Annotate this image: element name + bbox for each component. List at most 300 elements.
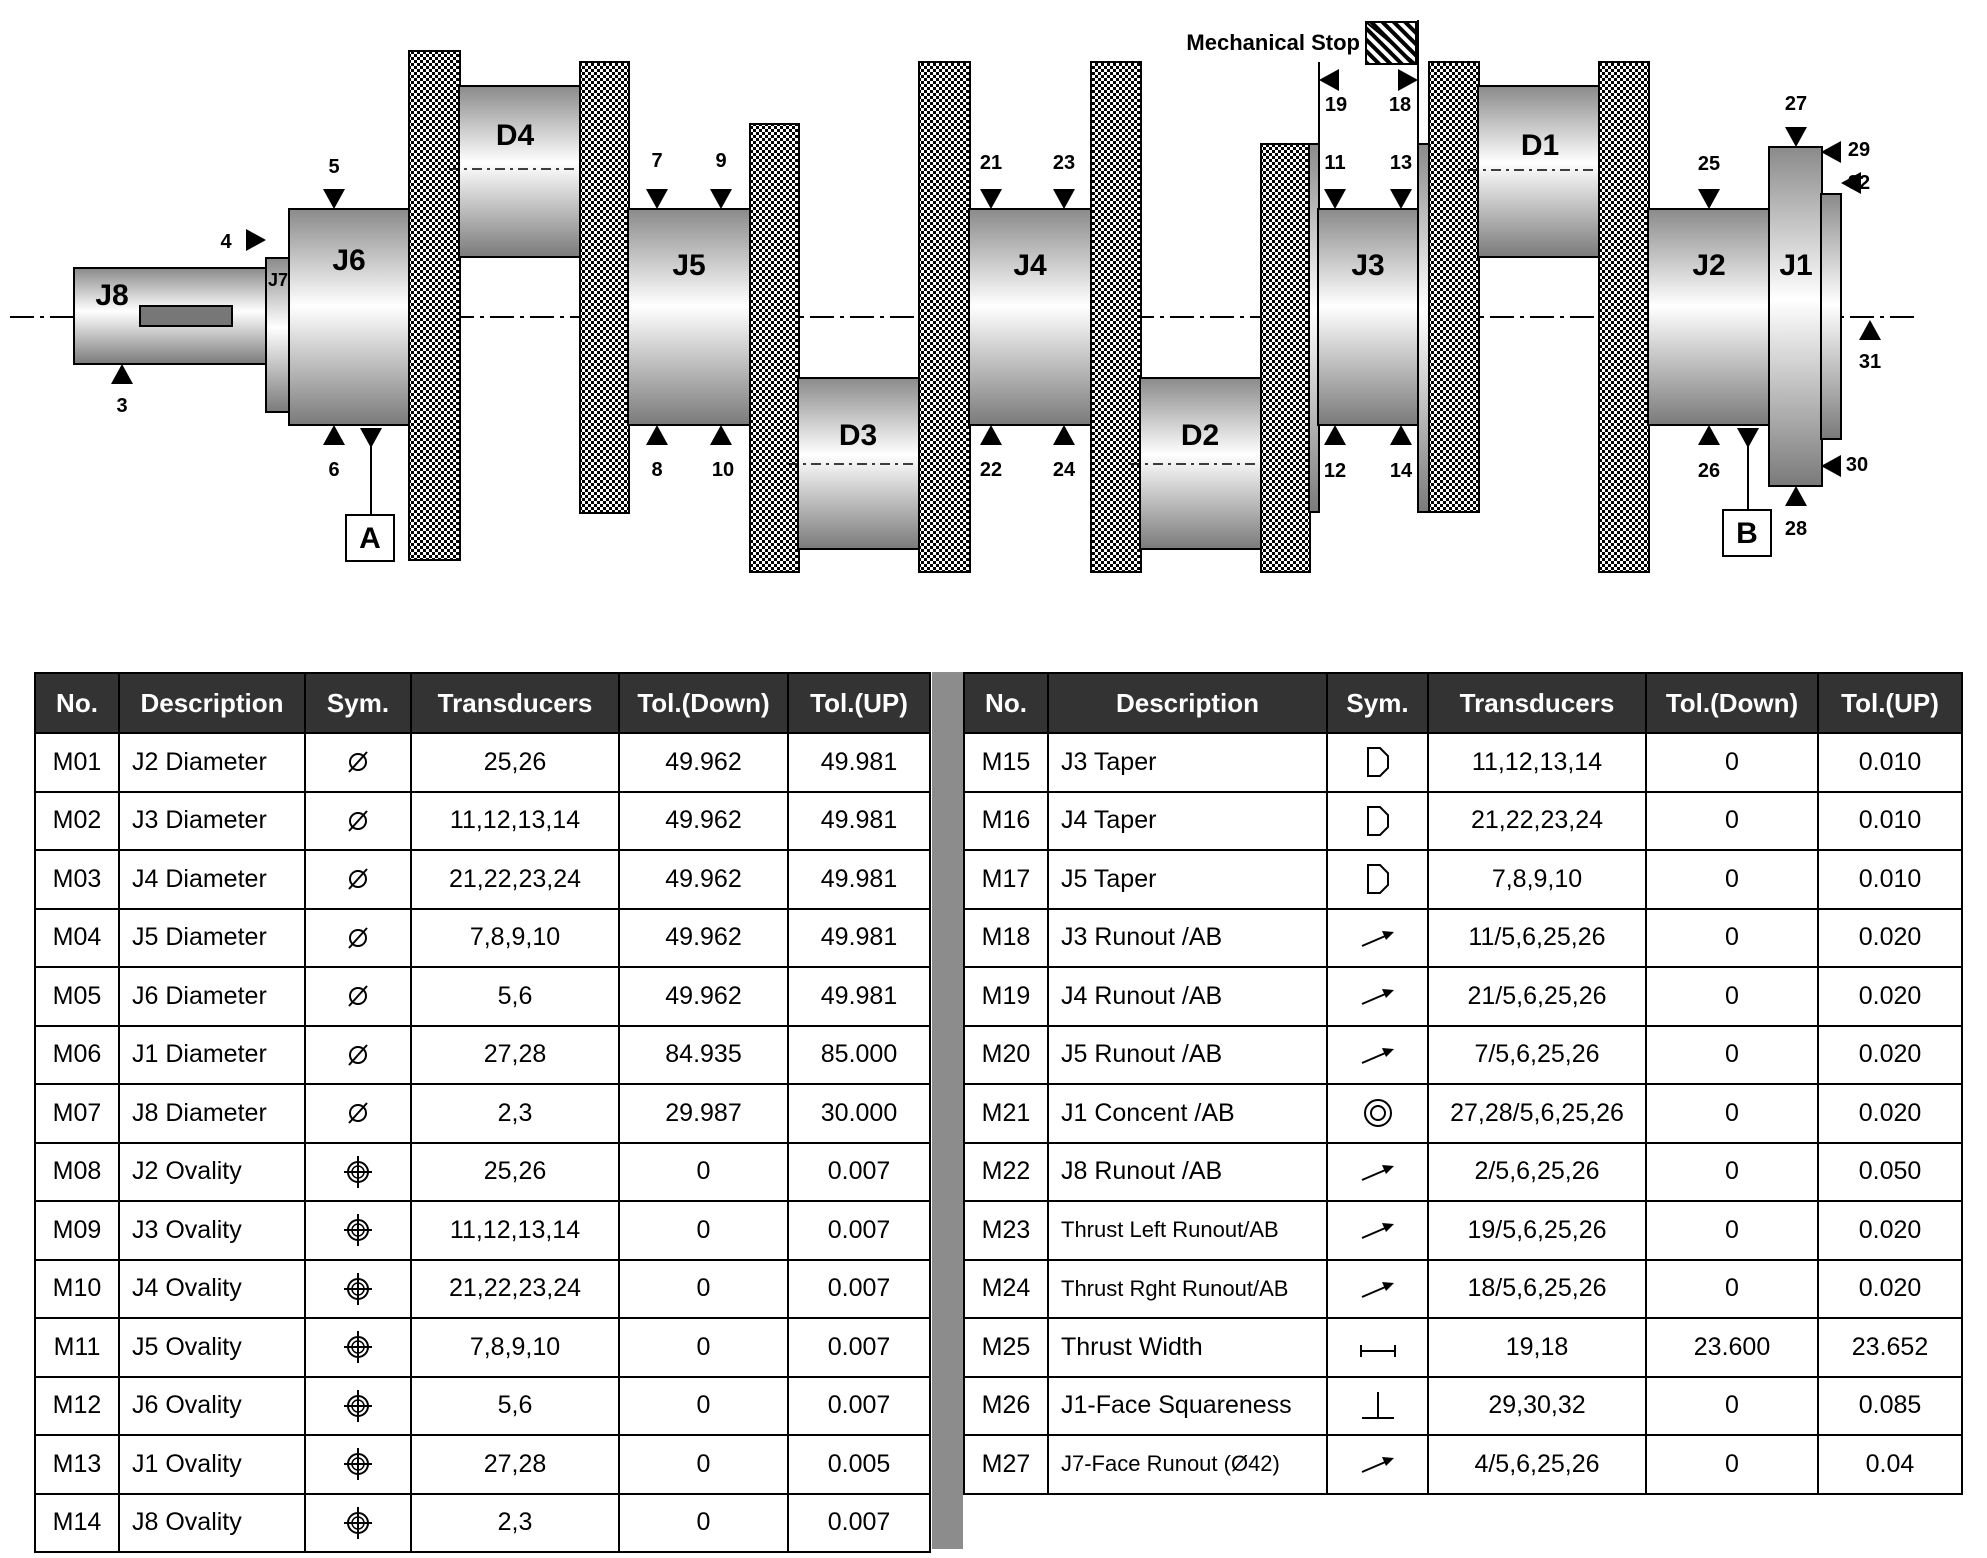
cell-no: M20 [964,1026,1048,1085]
table-row [964,733,1962,792]
runout-icon [1358,1212,1398,1248]
table-row [964,1260,1962,1319]
runout-icon [1358,1271,1398,1307]
transducer-number: 26 [1697,460,1721,482]
header-no: No. [964,673,1048,733]
part-label-j6: J6 [332,244,366,277]
cell-tol-up: 23.652 [1818,1318,1962,1377]
transducer-arrow-icon [980,189,1002,209]
table-row [964,1201,1962,1260]
cell-sym [305,733,411,792]
cell-tol-up: 0.005 [788,1435,930,1494]
table-row [35,1026,930,1085]
header-sym: Sym. [1327,673,1428,733]
table-header-row [964,673,1962,733]
empty-row [964,1494,1962,1552]
cell-no: M14 [35,1494,119,1553]
cell-sym [305,967,411,1026]
transducer-arrow-icon [323,425,345,445]
cell-transducers: 27,28 [411,1435,619,1494]
table-row [964,1143,1962,1202]
cell-tol-down: 29.987 [619,1084,788,1143]
cell-description: J3 Diameter [119,792,305,851]
header-description: Description [1048,673,1327,733]
cell-sym [1327,850,1428,909]
cell-sym [305,1143,411,1202]
diameter-icon [338,861,378,897]
table-row [35,1084,930,1143]
cell-sym [305,792,411,851]
cell-transducers: 29,30,32 [1428,1377,1646,1436]
cell-description: J6 Diameter [119,967,305,1026]
cell-no: M23 [964,1201,1048,1260]
transducer-arrow-icon [1319,69,1339,91]
header-tol-down: Tol.(Down) [1646,673,1818,733]
cell-tol-up: 0.007 [788,1318,930,1377]
runout-icon [1358,1037,1398,1073]
taper-icon [1358,744,1398,780]
cell-transducers: 25,26 [411,733,619,792]
transducer-arrow-icon [1859,320,1881,340]
transducer-arrow-icon [323,189,345,209]
web-3 [750,124,799,572]
cell-description: J4 Taper [1048,792,1327,851]
web-8 [1599,62,1649,572]
cell-sym [1327,1318,1428,1377]
transducer-arrow-icon [646,189,668,209]
taper-icon [1358,803,1398,839]
transducer-arrow-icon [1821,141,1841,163]
table-row [35,733,930,792]
cell-sym [1327,1260,1428,1319]
header-tol-down: Tol.(Down) [619,673,788,733]
datum-a-label: A [359,522,381,555]
cell-sym [305,850,411,909]
table-row [35,1377,930,1436]
cell-description: Thrust Left Runout/AB [1048,1201,1327,1260]
cell-no: M18 [964,909,1048,968]
cell-no: M04 [35,909,119,968]
transducer-number: 25 [1697,153,1721,175]
cell-transducers: 21,22,23,24 [411,850,619,909]
transducer-number: 11 [1324,152,1346,174]
journal-j1 [1769,147,1822,486]
journal-j4 [969,209,1092,425]
part-label-j1: J1 [1779,249,1813,282]
table-row [35,909,930,968]
cell-tol-up: 0.020 [1818,1026,1962,1085]
ovality-icon [338,1271,378,1307]
cell-description: J7-Face Runout (Ø42) [1048,1435,1327,1494]
cell-no: M24 [964,1260,1048,1319]
cell-tol-up: 85.000 [788,1026,930,1085]
transducer-number: 32 [1847,172,1871,194]
transducer-number: 7 [651,150,663,172]
transducer-arrow-icon [980,425,1002,445]
transducer-number: 29 [1847,139,1871,161]
cell-transducers: 2/5,6,25,26 [1428,1143,1646,1202]
diameter-icon [338,744,378,780]
table-row [964,1026,1962,1085]
cell-tol-up: 0.050 [1818,1143,1962,1202]
cell-tol-down: 0 [619,1377,788,1436]
cell-sym [305,1377,411,1436]
transducer-arrow-icon [1390,189,1412,209]
transducer-number: 27 [1784,93,1808,115]
transducer-number: 28 [1784,518,1808,540]
part-label-j4: J4 [1013,249,1047,282]
cell-description: J4 Diameter [119,850,305,909]
squareness-icon [1358,1388,1398,1424]
cell-description: J8 Runout /AB [1048,1143,1327,1202]
measurement-table-right [963,672,1963,1551]
cell-transducers: 25,26 [411,1143,619,1202]
header-description: Description [119,673,305,733]
cell-sym [305,909,411,968]
part-label-d4: D4 [495,119,535,152]
datum-b-label: B [1736,517,1758,550]
cell-tol-down: 0 [619,1318,788,1377]
cell-description: J1-Face Squareness [1048,1377,1327,1436]
crankpin-d1 [1478,86,1600,257]
cell-no: M17 [964,850,1048,909]
part-label-d3: D3 [838,419,878,452]
transducer-arrow-icon [1324,425,1346,445]
cell-tol-down: 0 [1646,1084,1818,1143]
cell-tol-up: 49.981 [788,909,930,968]
transducer-number: 24 [1052,459,1076,481]
table-row [35,1143,930,1202]
cell-description: J2 Ovality [119,1143,305,1202]
header-transducers: Transducers [1428,673,1646,733]
cell-transducers: 7,8,9,10 [1428,850,1646,909]
cell-tol-down: 0 [1646,1377,1818,1436]
cell-tol-up: 0.010 [1818,850,1962,909]
cell-transducers: 2,3 [411,1494,619,1553]
cell-sym [305,1494,411,1553]
cell-tol-down: 0 [619,1201,788,1260]
cell-no: M10 [35,1260,119,1319]
table-header-row [35,673,930,733]
cell-tol-down: 0 [1646,1260,1818,1319]
cell-sym [305,1435,411,1494]
web-7 [1429,62,1479,512]
transducer-number: 14 [1389,460,1413,482]
transducer-number: 13 [1389,152,1413,174]
part-label-j3: J3 [1351,249,1385,282]
diameter-icon [338,920,378,956]
cell-description: J8 Diameter [119,1084,305,1143]
transducer-number: 18 [1388,94,1412,116]
transducer-arrow-icon [710,425,732,445]
cell-transducers: 27,28/5,6,25,26 [1428,1084,1646,1143]
web-1 [409,51,460,560]
cell-description: J1 Ovality [119,1435,305,1494]
cell-no: M13 [35,1435,119,1494]
cell-transducers: 21,22,23,24 [1428,792,1646,851]
transducer-number: 9 [715,150,727,172]
cell-tol-down: 0 [1646,1026,1818,1085]
transducer-number: 12 [1323,460,1347,482]
ovality-icon [338,1154,378,1190]
transducer-number: 23 [1052,152,1076,174]
ovality-icon [338,1388,378,1424]
transducer-arrow-icon [1390,425,1412,445]
table-row [35,967,930,1026]
cell-description: Thrust Rght Runout/AB [1048,1260,1327,1319]
cell-tol-down: 0 [1646,1435,1818,1494]
table-row [35,1260,930,1319]
empty-cell [964,1494,1962,1552]
table-row [964,1318,1962,1377]
transducer-number: 31 [1858,351,1882,373]
transducer-arrow-icon [246,229,266,251]
cell-tol-down: 0 [619,1435,788,1494]
transducer-number: 5 [328,156,340,178]
cell-tol-up: 0.020 [1818,909,1962,968]
cell-description: J6 Ovality [119,1377,305,1436]
part-label-d1: D1 [1520,129,1560,162]
table-row [35,1435,930,1494]
cell-sym [1327,1435,1428,1494]
diameter-icon [338,1037,378,1073]
transducer-number: 22 [979,459,1003,481]
cell-transducers: 11,12,13,14 [411,792,619,851]
cell-no: M25 [964,1318,1048,1377]
cell-description: J5 Diameter [119,909,305,968]
transducer-arrow-icon [646,425,668,445]
cell-sym [1327,1377,1428,1436]
part-label-d2: D2 [1180,419,1220,452]
crankshaft-diagram [0,0,1987,600]
taper-icon [1358,861,1398,897]
transducer-arrow-icon [1785,127,1807,147]
table-row [35,1201,930,1260]
part-label-j8: J8 [95,279,129,312]
header-no: No. [35,673,119,733]
cell-tol-down: 0 [1646,792,1818,851]
cell-sym [1327,1026,1428,1085]
cell-transducers: 7,8,9,10 [411,909,619,968]
journal-j1-shoulder [1821,194,1841,439]
transducer-arrow-icon [1324,189,1346,209]
cell-tol-down: 49.962 [619,967,788,1026]
cell-no: M03 [35,850,119,909]
cell-no: M22 [964,1143,1048,1202]
cell-no: M11 [35,1318,119,1377]
web-4 [919,62,970,572]
cell-tol-down: 49.962 [619,792,788,851]
cell-sym [1327,1084,1428,1143]
cell-tol-up: 0.010 [1818,792,1962,851]
cell-tol-up: 30.000 [788,1084,930,1143]
cell-description: Thrust Width [1048,1318,1327,1377]
cell-tol-up: 0.020 [1818,967,1962,1026]
cell-tol-down: 0 [619,1260,788,1319]
ovality-icon [338,1446,378,1482]
table-row [964,1435,1962,1494]
cell-tol-down: 0 [619,1494,788,1553]
transducer-number: 3 [116,395,128,417]
transducer-number: 19 [1324,94,1348,116]
web-5 [1091,62,1141,572]
table-row [35,1318,930,1377]
cell-description: J1 Concent /AB [1048,1084,1327,1143]
cell-sym [305,1084,411,1143]
cell-description: J5 Taper [1048,850,1327,909]
diameter-icon [338,978,378,1014]
cell-tol-up: 0.020 [1818,1084,1962,1143]
cell-description: J5 Runout /AB [1048,1026,1327,1085]
cell-tol-up: 49.981 [788,967,930,1026]
cell-sym [305,1260,411,1319]
cell-description: J4 Runout /AB [1048,967,1327,1026]
cell-no: M15 [964,733,1048,792]
cell-description: J3 Taper [1048,733,1327,792]
cell-sym [305,1318,411,1377]
cell-no: M02 [35,792,119,851]
transducer-arrow-icon [1398,69,1418,91]
table-row [964,1377,1962,1436]
cell-transducers: 21/5,6,25,26 [1428,967,1646,1026]
table-row [964,967,1962,1026]
header-tol-up: Tol.(UP) [1818,673,1962,733]
diameter-icon [338,803,378,839]
cell-description: J2 Diameter [119,733,305,792]
cell-tol-down: 0 [1646,909,1818,968]
cell-tol-up: 0.007 [788,1143,930,1202]
cell-sym [1327,1143,1428,1202]
cell-tol-up: 0.007 [788,1377,930,1436]
cell-description: J3 Runout /AB [1048,909,1327,968]
cell-tol-down: 23.600 [1646,1318,1818,1377]
runout-icon [1358,920,1398,956]
cell-transducers: 7,8,9,10 [411,1318,619,1377]
transducer-number: 8 [651,459,663,481]
web-2 [580,62,629,513]
width-icon [1358,1329,1398,1365]
ovality-icon [338,1329,378,1365]
cell-transducers: 11,12,13,14 [1428,733,1646,792]
cell-tol-up: 0.010 [1818,733,1962,792]
cell-sym [1327,1201,1428,1260]
transducer-number: 10 [711,459,735,481]
cell-tol-down: 0 [619,1143,788,1202]
cell-sym [1327,967,1428,1026]
table-row [35,1494,930,1553]
cell-tol-down: 49.962 [619,733,788,792]
cell-description: J1 Diameter [119,1026,305,1085]
cell-tol-up: 0.007 [788,1260,930,1319]
cell-tol-down: 49.962 [619,850,788,909]
cell-transducers: 11/5,6,25,26 [1428,909,1646,968]
cell-description: J5 Ovality [119,1318,305,1377]
cell-tol-down: 49.962 [619,909,788,968]
transducer-arrow-icon [1821,455,1841,477]
transducer-number: 21 [979,152,1003,174]
runout-icon [1358,1446,1398,1482]
journal-j6 [289,209,410,425]
journal-j5 [628,209,751,425]
table-row [964,792,1962,851]
transducer-arrow-icon [111,364,133,384]
concentricity-icon [1358,1095,1398,1131]
cell-description: J3 Ovality [119,1201,305,1260]
transducer-number: 4 [220,231,232,253]
measurement-table-left [34,672,931,1553]
table-row [35,792,930,851]
ovality-icon [338,1212,378,1248]
cell-tol-down: 0 [1646,733,1818,792]
transducer-arrow-icon [1053,189,1075,209]
web-6 [1261,144,1310,572]
table-row [964,1084,1962,1143]
header-transducers: Transducers [411,673,619,733]
cell-transducers: 11,12,13,14 [411,1201,619,1260]
cell-transducers: 7/5,6,25,26 [1428,1026,1646,1085]
runout-icon [1358,1154,1398,1190]
cell-transducers: 2,3 [411,1084,619,1143]
part-label-j7: J7 [267,270,289,290]
transducer-arrow-icon [1698,189,1720,209]
cell-sym [305,1201,411,1260]
cell-no: M06 [35,1026,119,1085]
cell-no: M07 [35,1084,119,1143]
cell-tol-down: 0 [1646,967,1818,1026]
cell-no: M26 [964,1377,1048,1436]
cell-description: J8 Ovality [119,1494,305,1553]
cell-tol-up: 0.007 [788,1494,930,1553]
journal-j2 [1648,209,1770,425]
cell-transducers: 4/5,6,25,26 [1428,1435,1646,1494]
cell-transducers: 21,22,23,24 [411,1260,619,1319]
table-row [35,850,930,909]
cell-transducers: 27,28 [411,1026,619,1085]
transducer-arrow-icon [1698,425,1720,445]
table-row [964,909,1962,968]
part-label-j2: J2 [1692,249,1726,282]
cell-tol-down: 0 [1646,1143,1818,1202]
cell-tol-down: 84.935 [619,1026,788,1085]
cell-transducers: 19,18 [1428,1318,1646,1377]
cell-tol-up: 49.981 [788,850,930,909]
transducer-number: 6 [328,459,340,481]
ovality-icon [338,1505,378,1541]
cell-tol-up: 0.085 [1818,1377,1962,1436]
cell-transducers: 5,6 [411,1377,619,1436]
cell-no: M09 [35,1201,119,1260]
cell-transducers: 5,6 [411,967,619,1026]
cell-transducers: 18/5,6,25,26 [1428,1260,1646,1319]
cell-no: M08 [35,1143,119,1202]
journal-j3 [1318,209,1419,425]
table-divider [932,672,963,1549]
header-sym: Sym. [305,673,411,733]
cell-sym [1327,733,1428,792]
keyway [140,306,232,326]
part-label-j5: J5 [672,249,706,282]
cell-no: M12 [35,1377,119,1436]
cell-sym [305,1026,411,1085]
transducer-arrow-icon [1785,486,1807,506]
transducer-arrow-icon [710,189,732,209]
transducer-number: 30 [1845,454,1869,476]
header-tol-up: Tol.(UP) [788,673,930,733]
cell-no: M27 [964,1435,1048,1494]
cell-tol-up: 49.981 [788,733,930,792]
crankpin-d4 [459,86,581,257]
cell-sym [1327,792,1428,851]
